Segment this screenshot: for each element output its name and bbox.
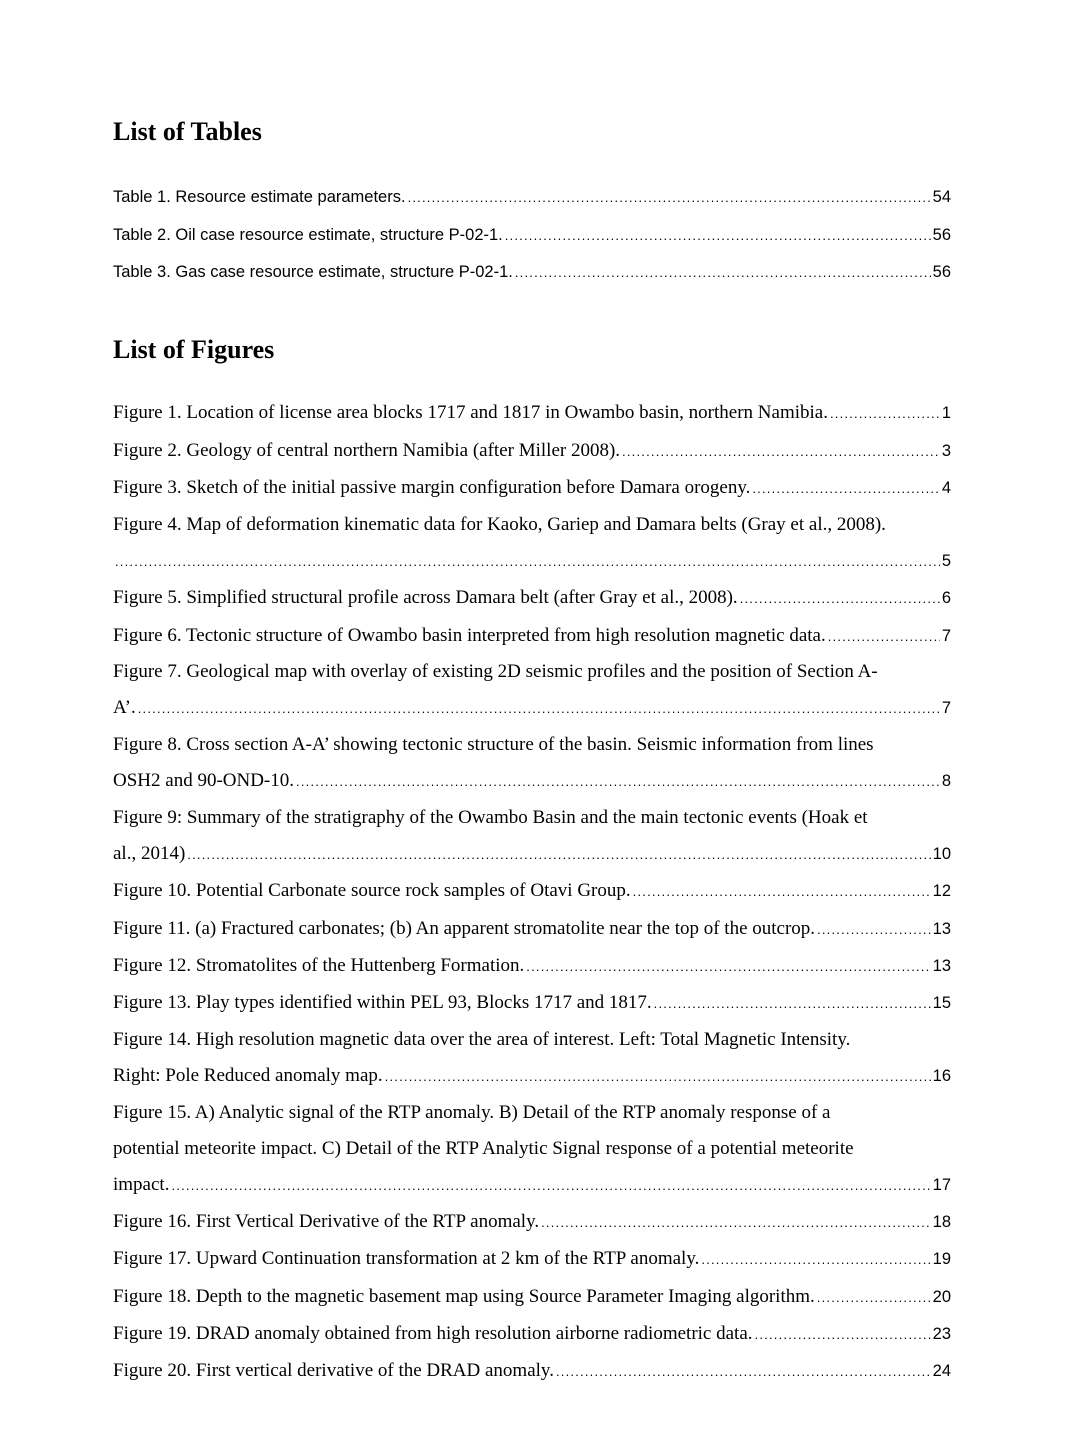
- entry-title: Figure 13. Play types identified within PEL 93, Blocks 1717 and 1817.: [113, 992, 652, 1013]
- entry-title: Right: Pole Reduced anomaly map.: [113, 1065, 383, 1086]
- entry-title: OSH2 and 90-OND-10.: [113, 770, 295, 791]
- entry-page-number: 10: [932, 845, 951, 863]
- entry-page-number: 56: [932, 226, 951, 244]
- entry-title: al., 2014): [113, 843, 186, 864]
- entry-title: Figure 18. Depth to the magnetic basement map using Source Parameter Imaging algorithm.: [113, 1286, 815, 1307]
- entry-page-number: 7: [941, 699, 951, 717]
- dot-leader: [755, 1324, 931, 1346]
- entry-title-line: Figure 15. A) Analytic signal of the RTP anomaly. B) Detail of the RTP anomaly response of a: [113, 1102, 831, 1123]
- entry-title: impact.: [113, 1174, 170, 1195]
- entry-title: Figure 20. First vertical derivative of the DRAD anomaly.: [113, 1360, 554, 1381]
- entry-page-number: 20: [932, 1288, 951, 1306]
- figure-entry[interactable]: [113, 880, 951, 902]
- figure-entry[interactable]: [113, 918, 951, 940]
- entry-page-number: 13: [932, 920, 951, 938]
- table-entry[interactable]: [113, 224, 951, 246]
- dot-leader: [515, 262, 931, 284]
- entry-page-number: 23: [932, 1325, 951, 1343]
- dot-leader: [556, 1361, 931, 1383]
- figure-entry[interactable]: [113, 1323, 951, 1345]
- list-of-figures-heading: List of Figures: [113, 335, 275, 364]
- dot-leader: [187, 844, 930, 866]
- entry-title-line: Figure 4. Map of deformation kinematic data for Kaoko, Gariep and Damara belts (Gray et al., 2008).: [113, 514, 886, 535]
- dot-leader: [830, 403, 940, 425]
- figure-entry[interactable]: [113, 477, 951, 499]
- dot-leader: [296, 771, 940, 793]
- entry-page-number: 6: [941, 589, 951, 607]
- figure-entry[interactable]: [113, 587, 951, 609]
- entry-title: Figure 1. Location of license area blocks 1717 and 1817 in Owambo basin, northern Namibia.: [113, 402, 828, 423]
- figure-entry[interactable]: [113, 992, 951, 1014]
- figure-entry[interactable]: [113, 514, 951, 572]
- dot-leader: [752, 478, 939, 500]
- figure-entry[interactable]: [113, 955, 951, 977]
- figure-entry[interactable]: [113, 807, 951, 865]
- entry-title: Figure 11. (a) Fractured carbonates; (b) An apparent stromatolite near the top of the outcrop.: [113, 918, 816, 939]
- entry-title-line: Figure 9: Summary of the stratigraphy of the Owambo Basin and the main tectonic events (Hoak et: [113, 807, 868, 828]
- entry-page-number: 3: [941, 442, 951, 460]
- entry-page-number: 15: [932, 994, 951, 1012]
- dot-leader: [701, 1249, 930, 1271]
- figure-entry[interactable]: [113, 402, 951, 424]
- entry-title: Figure 12. Stromatolites of the Huttenberg Formation.: [113, 955, 525, 976]
- table-entry[interactable]: [113, 186, 951, 208]
- entry-page-number: 18: [932, 1213, 951, 1231]
- entry-title: Table 2. Oil case resource estimate, structure P-02-1.: [113, 226, 503, 244]
- figure-entry[interactable]: [113, 734, 951, 792]
- dot-leader: [654, 993, 931, 1015]
- entry-page-number: 54: [932, 188, 951, 206]
- figure-entry[interactable]: [113, 1211, 951, 1233]
- entry-page-number: 16: [932, 1067, 951, 1085]
- table-entry[interactable]: [113, 261, 951, 283]
- entry-page-number: 56: [932, 263, 951, 281]
- dot-leader: [817, 919, 931, 941]
- entry-title: A’.: [113, 697, 136, 718]
- dot-leader: [385, 1066, 931, 1088]
- entry-page-number: 4: [941, 479, 951, 497]
- entry-page-number: 17: [932, 1176, 951, 1194]
- dot-leader: [526, 956, 930, 978]
- dot-leader: [408, 187, 931, 209]
- figure-entry[interactable]: [113, 440, 951, 462]
- entry-title: Figure 6. Tectonic structure of Owambo basin interpreted from high resolution magnetic data.: [113, 625, 826, 646]
- figure-entry[interactable]: [113, 1102, 951, 1196]
- entry-page-number: 1: [941, 404, 951, 422]
- figure-entry[interactable]: [113, 661, 951, 719]
- entry-title-line: potential meteorite impact. C) Detail of the RTP Analytic Signal response of a potential meteorite: [113, 1138, 854, 1159]
- entry-page-number: 12: [932, 882, 951, 900]
- entry-page-number: 19: [932, 1250, 951, 1268]
- entry-page-number: 13: [932, 957, 951, 975]
- figure-entry[interactable]: [113, 625, 951, 647]
- entry-title: Figure 3. Sketch of the initial passive margin configuration before Damara orogeny.: [113, 477, 751, 498]
- figure-entry[interactable]: [113, 1248, 951, 1270]
- dot-leader: [740, 588, 940, 610]
- entry-title-line: Figure 14. High resolution magnetic data over the area of interest. Left: Total Magnetic Intensity.: [113, 1029, 851, 1050]
- figure-entry[interactable]: [113, 1029, 951, 1087]
- entry-title: Table 1. Resource estimate parameters.: [113, 188, 406, 206]
- entry-page-number: 8: [941, 772, 951, 790]
- entry-title: Figure 17. Upward Continuation transformation at 2 km of the RTP anomaly.: [113, 1248, 700, 1269]
- entry-title-line: Figure 8. Cross section A-A’ showing tectonic structure of the basin. Seismic information from lines: [113, 734, 874, 755]
- entry-title: Figure 10. Potential Carbonate source rock samples of Otavi Group.: [113, 880, 631, 901]
- dot-leader: [171, 1175, 930, 1197]
- list-of-tables-heading: List of Tables: [113, 117, 262, 146]
- entry-title: Figure 19. DRAD anomaly obtained from high resolution airborne radiometric data.: [113, 1323, 753, 1344]
- entry-title: Figure 5. Simplified structural profile across Damara belt (after Gray et al., 2008).: [113, 587, 738, 608]
- entry-page-number: 5: [941, 552, 951, 570]
- dot-leader: [541, 1212, 931, 1234]
- entry-page-number: 24: [932, 1362, 951, 1380]
- dot-leader: [828, 626, 940, 648]
- figure-entry[interactable]: [113, 1360, 951, 1382]
- dot-leader: [622, 441, 940, 463]
- entry-title: Figure 16. First Vertical Derivative of the RTP anomaly.: [113, 1211, 540, 1232]
- dot-leader: [817, 1287, 931, 1309]
- entry-title-line: Figure 7. Geological map with overlay of existing 2D seismic profiles and the position of Section A-: [113, 661, 878, 682]
- figure-entry[interactable]: [113, 1286, 951, 1308]
- entry-title: Figure 2. Geology of central northern Namibia (after Miller 2008).: [113, 440, 621, 461]
- dot-leader: [505, 225, 931, 247]
- dot-leader: [115, 551, 940, 573]
- dot-leader: [138, 698, 940, 720]
- entry-page-number: 7: [941, 627, 951, 645]
- entry-title: Table 3. Gas case resource estimate, structure P-02-1.: [113, 263, 513, 281]
- dot-leader: [633, 881, 931, 903]
